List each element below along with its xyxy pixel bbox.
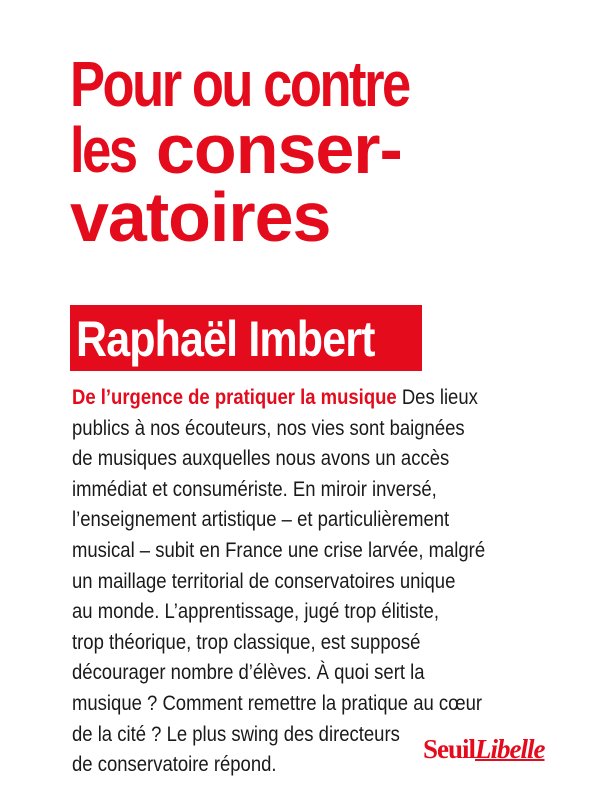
blurb-line: musique ? Comment remettre la pratique au cœur — [72, 690, 483, 715]
blurb-line: décourager nombre d’élèves. À quoi sert la — [72, 660, 425, 685]
publisher-logo-seuil: Seuil — [423, 734, 476, 764]
book-title — [70, 48, 483, 256]
title-word-les: les — [70, 114, 136, 186]
blurb-line: de musiques auxquelles nous avons un accès — [72, 446, 450, 471]
blurb-lead: De l’urgence de pratiquer la musique — [72, 385, 397, 409]
blurb-line: l’enseignement artistique – et particulièrement — [72, 507, 450, 532]
author-banner — [70, 305, 422, 371]
blurb-line: publics à nos écouteurs, nos vies sont baignées — [72, 415, 465, 440]
publisher-logo-libelle: Libelle — [475, 734, 545, 764]
back-cover-blurb — [72, 382, 545, 780]
title-word-conser: conser- — [156, 110, 402, 188]
blurb-text: Des lieux — [396, 385, 478, 409]
author-name: Raphaël Imbert — [76, 311, 375, 367]
publisher-logo — [423, 734, 545, 765]
blurb-line: de la cité ? Le plus swing des directeurs — [72, 721, 400, 746]
blurb-line — [72, 382, 476, 413]
blurb-line: un maillage territorial de conservatoires unique — [72, 568, 456, 593]
blurb-line: au monde. L’apprentissage, jugé trop élitiste, — [72, 599, 439, 624]
title-line-1: Pour ou contre — [70, 48, 409, 120]
blurb-line: de conservatoire répond. — [72, 752, 277, 777]
blurb-line: trop théorique, trop classique, est supposé — [72, 629, 421, 654]
title-line-3: vatoires — [70, 178, 331, 256]
blurb-line: musical – subit en France une crise larvée, malgré — [72, 537, 486, 562]
blurb-line: immédiat et consumériste. En miroir inversé, — [72, 476, 437, 501]
